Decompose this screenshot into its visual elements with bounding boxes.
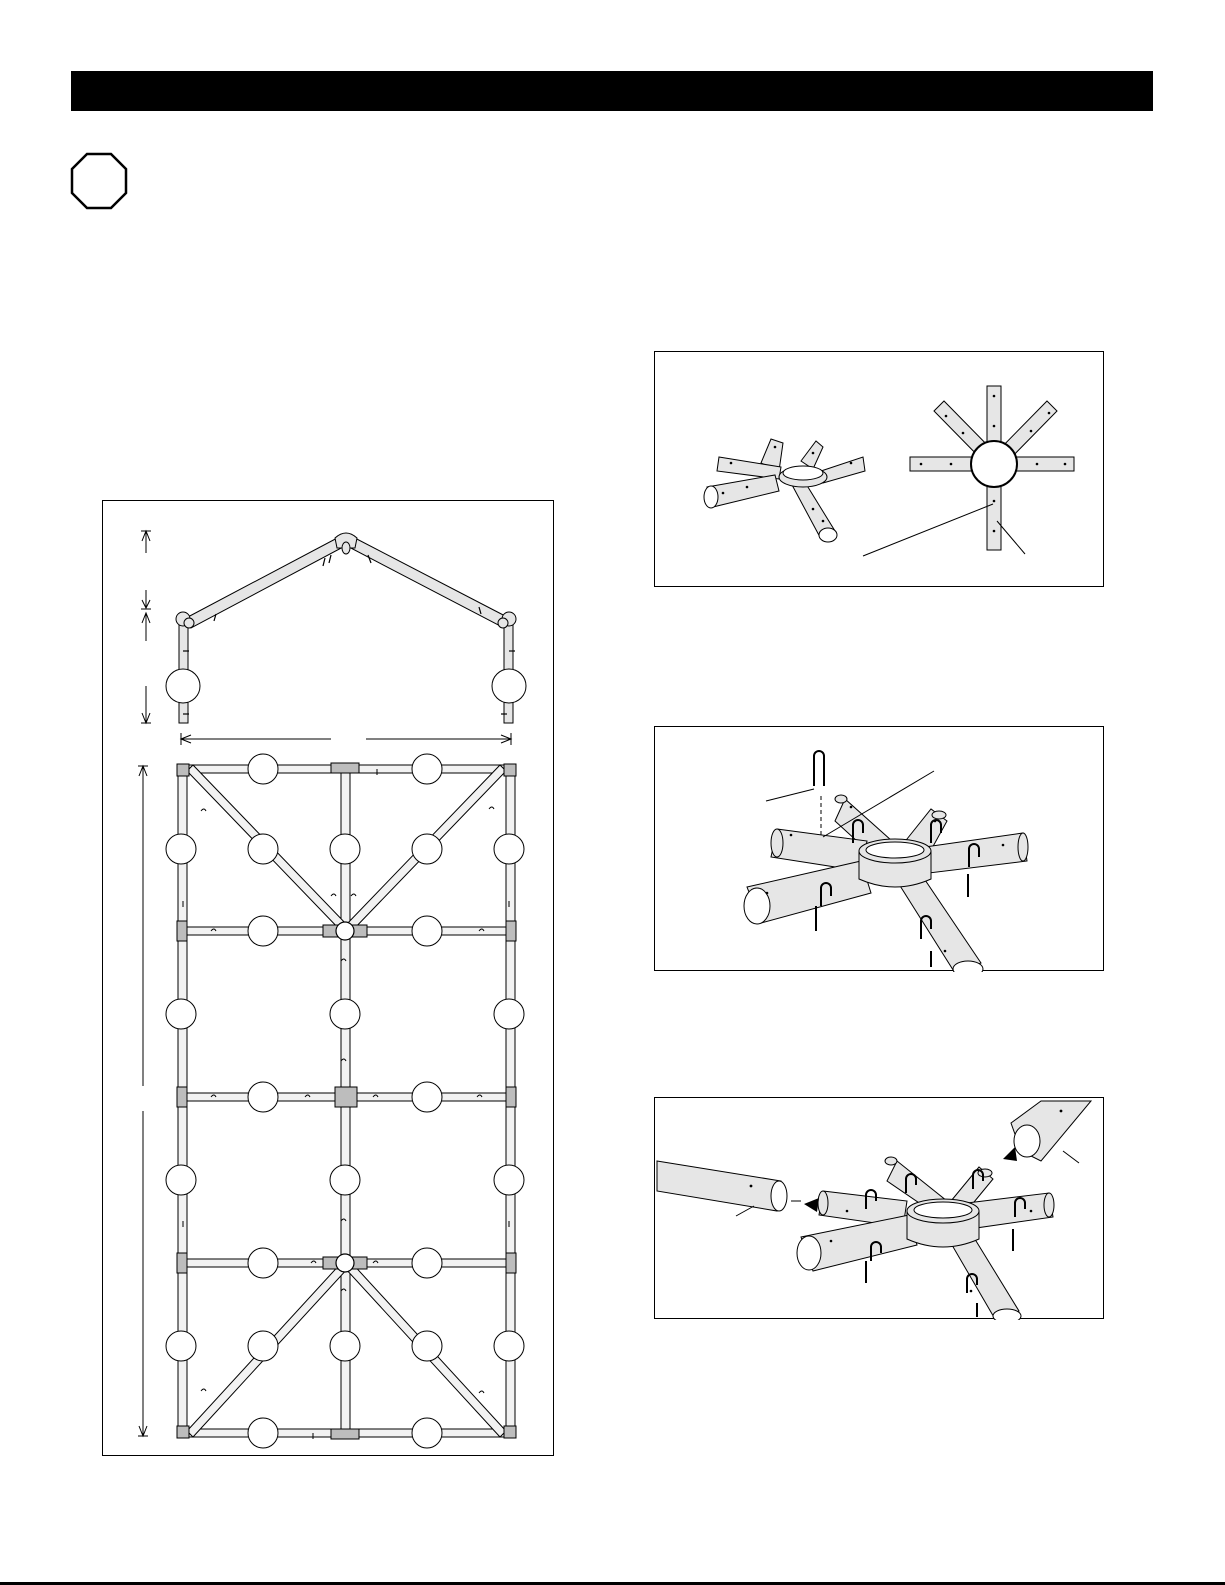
stop-sign-icon: [70, 152, 128, 210]
pin-insertion-diagram: [654, 726, 1104, 971]
section-header-bar: [71, 71, 1153, 111]
pipe-insertion-diagram: [654, 1097, 1104, 1319]
connector-views-diagram: [654, 351, 1104, 587]
frame-layout-diagram: [102, 500, 554, 1456]
